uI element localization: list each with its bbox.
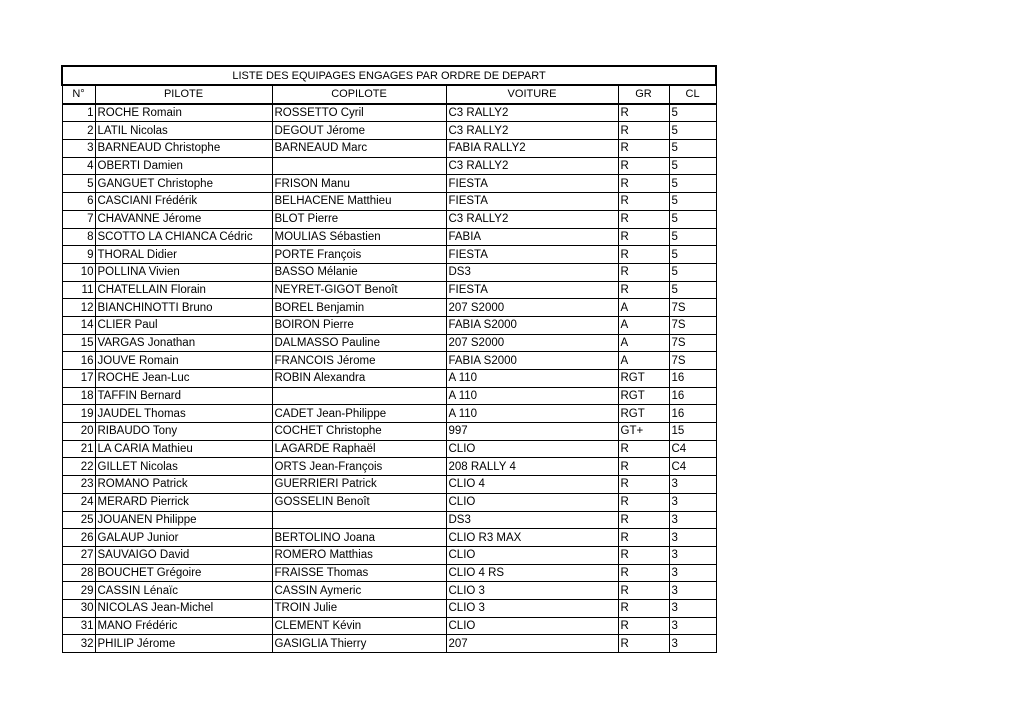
table-row [62, 370, 716, 388]
cell-pilote: BARNEAUD Christophe [95, 140, 272, 158]
table-row [62, 582, 716, 600]
cell-number: 11 [62, 281, 95, 299]
cell-pilote: MANO Frédéric [95, 617, 272, 635]
cell-voiture: DS3 [446, 263, 618, 281]
cell-gr: A [618, 299, 669, 317]
cell-gr: R [618, 599, 669, 617]
cell-copilote: MOULIAS Sébastien [272, 228, 446, 246]
cell-cl: 5 [669, 157, 716, 175]
cell-gr: R [618, 564, 669, 582]
cell-copilote: GASIGLIA Thierry [272, 635, 446, 653]
cell-number: 2 [62, 122, 95, 140]
cell-voiture: CLIO 3 [446, 599, 618, 617]
cell-gr: R [618, 193, 669, 211]
cell-number: 5 [62, 175, 95, 193]
cell-voiture: C3 RALLY2 [446, 157, 618, 175]
cell-copilote: FRANCOIS Jérome [272, 352, 446, 370]
table-body [62, 104, 716, 653]
cell-cl: 3 [669, 599, 716, 617]
cell-number: 14 [62, 316, 95, 334]
table-row [62, 193, 716, 211]
cell-voiture: FIESTA [446, 175, 618, 193]
cell-number: 24 [62, 493, 95, 511]
cell-gr: R [618, 617, 669, 635]
cell-number: 18 [62, 387, 95, 405]
cell-voiture: CLIO [446, 617, 618, 635]
cell-cl: 5 [669, 140, 716, 158]
cell-pilote: ROCHE Romain [95, 104, 272, 122]
cell-gr: R [618, 440, 669, 458]
cell-copilote: ROBIN Alexandra [272, 370, 446, 388]
table-row [62, 635, 716, 653]
cell-voiture: DS3 [446, 511, 618, 529]
cell-cl: 3 [669, 511, 716, 529]
cell-gr: RGT [618, 405, 669, 423]
cell-pilote: ROCHE Jean-Luc [95, 370, 272, 388]
cell-copilote: CADET Jean-Philippe [272, 405, 446, 423]
cell-gr: R [618, 546, 669, 564]
cell-gr: R [618, 529, 669, 547]
cell-cl: 5 [669, 228, 716, 246]
column-header-cl: CL [669, 85, 716, 104]
cell-copilote: FRISON Manu [272, 175, 446, 193]
cell-pilote: GALAUP Junior [95, 529, 272, 547]
cell-copilote [272, 511, 446, 529]
table-row [62, 599, 716, 617]
table-row [62, 175, 716, 193]
table-row [62, 476, 716, 494]
cell-number: 15 [62, 334, 95, 352]
cell-voiture: CLIO 4 RS [446, 564, 618, 582]
cell-pilote: CHATELLAIN Florain [95, 281, 272, 299]
cell-pilote: TAFFIN Bernard [95, 387, 272, 405]
cell-copilote: COCHET Christophe [272, 423, 446, 441]
cell-cl: 16 [669, 370, 716, 388]
table-row [62, 316, 716, 334]
cell-pilote: CLIER Paul [95, 316, 272, 334]
column-header-gr: GR [618, 85, 669, 104]
cell-voiture: A 110 [446, 370, 618, 388]
cell-pilote: CASCIANI Frédérik [95, 193, 272, 211]
cell-number: 16 [62, 352, 95, 370]
cell-gr: R [618, 263, 669, 281]
cell-number: 1 [62, 104, 95, 122]
cell-gr: R [618, 246, 669, 264]
cell-copilote [272, 387, 446, 405]
cell-voiture: CLIO [446, 440, 618, 458]
table-row [62, 546, 716, 564]
cell-number: 10 [62, 263, 95, 281]
cell-pilote: MERARD Pierrick [95, 493, 272, 511]
cell-cl: 3 [669, 582, 716, 600]
cell-voiture: C3 RALLY2 [446, 104, 618, 122]
table-row [62, 511, 716, 529]
cell-pilote: OBERTI Damien [95, 157, 272, 175]
cell-number: 19 [62, 405, 95, 423]
cell-cl: 16 [669, 405, 716, 423]
cell-number: 28 [62, 564, 95, 582]
cell-cl: 5 [669, 246, 716, 264]
cell-voiture: A 110 [446, 405, 618, 423]
cell-copilote: FRAISSE Thomas [272, 564, 446, 582]
table-row [62, 493, 716, 511]
cell-copilote [272, 157, 446, 175]
cell-cl: 7S [669, 316, 716, 334]
cell-voiture: A 110 [446, 387, 618, 405]
cell-copilote: CASSIN Aymeric [272, 582, 446, 600]
cell-cl: 5 [669, 175, 716, 193]
table-row [62, 423, 716, 441]
cell-gr: A [618, 316, 669, 334]
cell-cl: 16 [669, 387, 716, 405]
cell-cl: 3 [669, 529, 716, 547]
cell-voiture: FABIA S2000 [446, 316, 618, 334]
cell-voiture: CLIO [446, 546, 618, 564]
table-row [62, 387, 716, 405]
cell-gr: RGT [618, 387, 669, 405]
cell-cl: 15 [669, 423, 716, 441]
cell-voiture: CLIO R3 MAX [446, 529, 618, 547]
cell-pilote: NICOLAS Jean-Michel [95, 599, 272, 617]
cell-copilote: DEGOUT Jérome [272, 122, 446, 140]
cell-pilote: RIBAUDO Tony [95, 423, 272, 441]
cell-cl: 3 [669, 493, 716, 511]
cell-gr: R [618, 175, 669, 193]
cell-gr: R [618, 122, 669, 140]
cell-voiture: C3 RALLY2 [446, 122, 618, 140]
cell-pilote: JAUDEL Thomas [95, 405, 272, 423]
cell-gr: R [618, 281, 669, 299]
cell-number: 23 [62, 476, 95, 494]
cell-voiture: C3 RALLY2 [446, 210, 618, 228]
cell-number: 9 [62, 246, 95, 264]
cell-number: 12 [62, 299, 95, 317]
cell-pilote: THORAL Didier [95, 246, 272, 264]
cell-voiture: 207 [446, 635, 618, 653]
column-header-pilote: PILOTE [95, 85, 272, 104]
cell-pilote: JOUANEN Philippe [95, 511, 272, 529]
document-title: LISTE DES EQUIPAGES ENGAGES PAR ORDRE DE DEPART [62, 66, 716, 85]
cell-copilote: BOIRON Pierre [272, 316, 446, 334]
cell-number: 4 [62, 157, 95, 175]
cell-cl: 7S [669, 299, 716, 317]
cell-gr: R [618, 476, 669, 494]
cell-number: 31 [62, 617, 95, 635]
cell-gr: R [618, 228, 669, 246]
table-row [62, 405, 716, 423]
cell-copilote: DALMASSO Pauline [272, 334, 446, 352]
table-row [62, 617, 716, 635]
cell-gr: R [618, 635, 669, 653]
cell-gr: R [618, 493, 669, 511]
cell-number: 32 [62, 635, 95, 653]
cell-cl: C4 [669, 458, 716, 476]
cell-pilote: PHILIP Jérome [95, 635, 272, 653]
table-row [62, 352, 716, 370]
cell-cl: 3 [669, 476, 716, 494]
cell-gr: GT+ [618, 423, 669, 441]
table-row [62, 140, 716, 158]
cell-number: 8 [62, 228, 95, 246]
table-title-row [62, 66, 716, 85]
cell-copilote: GUERRIERI Patrick [272, 476, 446, 494]
cell-gr: RGT [618, 370, 669, 388]
table-row [62, 263, 716, 281]
cell-pilote: CASSIN Lénaïc [95, 582, 272, 600]
cell-number: 30 [62, 599, 95, 617]
cell-pilote: LATIL Nicolas [95, 122, 272, 140]
cell-gr: R [618, 210, 669, 228]
cell-pilote: LA CARIA Mathieu [95, 440, 272, 458]
cell-pilote: GANGUET Christophe [95, 175, 272, 193]
cell-number: 25 [62, 511, 95, 529]
cell-voiture: FABIA [446, 228, 618, 246]
cell-cl: 7S [669, 352, 716, 370]
cell-gr: R [618, 104, 669, 122]
cell-voiture: 208 RALLY 4 [446, 458, 618, 476]
cell-pilote: VARGAS Jonathan [95, 334, 272, 352]
table-header-row [62, 85, 716, 104]
table-row [62, 334, 716, 352]
cell-cl: C4 [669, 440, 716, 458]
table-row [62, 246, 716, 264]
table-row [62, 157, 716, 175]
cell-voiture: FABIA S2000 [446, 352, 618, 370]
cell-copilote: ORTS Jean-François [272, 458, 446, 476]
cell-copilote: BERTOLINO Joana [272, 529, 446, 547]
cell-cl: 3 [669, 546, 716, 564]
table-row [62, 299, 716, 317]
cell-voiture: FABIA RALLY2 [446, 140, 618, 158]
column-header-copilote: COPILOTE [272, 85, 446, 104]
cell-pilote: JOUVE Romain [95, 352, 272, 370]
cell-cl: 5 [669, 104, 716, 122]
cell-copilote: GOSSELIN Benoît [272, 493, 446, 511]
cell-voiture: CLIO 4 [446, 476, 618, 494]
cell-gr: R [618, 458, 669, 476]
cell-pilote: BOUCHET Grégoire [95, 564, 272, 582]
cell-cl: 5 [669, 263, 716, 281]
cell-pilote: CHAVANNE Jérome [95, 210, 272, 228]
cell-copilote: TROIN Julie [272, 599, 446, 617]
cell-number: 3 [62, 140, 95, 158]
cell-voiture: 997 [446, 423, 618, 441]
cell-cl: 3 [669, 617, 716, 635]
table-row [62, 564, 716, 582]
cell-pilote: BIANCHINOTTI Bruno [95, 299, 272, 317]
cell-cl: 3 [669, 635, 716, 653]
cell-copilote: ROSSETTO Cyril [272, 104, 446, 122]
entry-list-sheet [61, 65, 715, 653]
table-row [62, 440, 716, 458]
cell-gr: A [618, 334, 669, 352]
cell-cl: 3 [669, 564, 716, 582]
cell-copilote: ROMERO Matthias [272, 546, 446, 564]
table-row [62, 122, 716, 140]
cell-number: 7 [62, 210, 95, 228]
cell-voiture: FIESTA [446, 281, 618, 299]
cell-number: 20 [62, 423, 95, 441]
cell-pilote: SCOTTO LA CHIANCA Cédric [95, 228, 272, 246]
cell-number: 27 [62, 546, 95, 564]
cell-number: 6 [62, 193, 95, 211]
entry-list-table [61, 65, 717, 653]
cell-voiture: FIESTA [446, 193, 618, 211]
table-row [62, 210, 716, 228]
cell-copilote: BASSO Mélanie [272, 263, 446, 281]
column-header-voiture: VOITURE [446, 85, 618, 104]
cell-pilote: GILLET Nicolas [95, 458, 272, 476]
cell-number: 26 [62, 529, 95, 547]
cell-gr: R [618, 582, 669, 600]
cell-voiture: FIESTA [446, 246, 618, 264]
cell-pilote: ROMANO Patrick [95, 476, 272, 494]
cell-number: 21 [62, 440, 95, 458]
cell-number: 17 [62, 370, 95, 388]
cell-gr: R [618, 511, 669, 529]
table-row [62, 458, 716, 476]
cell-cl: 5 [669, 210, 716, 228]
cell-pilote: POLLINA Vivien [95, 263, 272, 281]
cell-copilote: CLEMENT Kévin [272, 617, 446, 635]
cell-gr: A [618, 352, 669, 370]
table-row [62, 228, 716, 246]
cell-voiture: 207 S2000 [446, 334, 618, 352]
cell-number: 29 [62, 582, 95, 600]
cell-copilote: NEYRET-GIGOT Benoît [272, 281, 446, 299]
table-row [62, 529, 716, 547]
cell-voiture: CLIO 3 [446, 582, 618, 600]
cell-cl: 5 [669, 193, 716, 211]
cell-copilote: BARNEAUD Marc [272, 140, 446, 158]
cell-pilote: SAUVAIGO David [95, 546, 272, 564]
cell-cl: 5 [669, 122, 716, 140]
cell-copilote: PORTE François [272, 246, 446, 264]
cell-copilote: LAGARDE Raphaël [272, 440, 446, 458]
cell-cl: 7S [669, 334, 716, 352]
cell-number: 22 [62, 458, 95, 476]
table-row [62, 104, 716, 122]
cell-copilote: BELHACENE Matthieu [272, 193, 446, 211]
cell-gr: R [618, 157, 669, 175]
cell-copilote: BLOT Pierre [272, 210, 446, 228]
cell-voiture: 207 S2000 [446, 299, 618, 317]
cell-cl: 5 [669, 281, 716, 299]
column-header-number: N° [62, 85, 95, 104]
cell-voiture: CLIO [446, 493, 618, 511]
cell-gr: R [618, 140, 669, 158]
table-row [62, 281, 716, 299]
cell-copilote: BOREL Benjamin [272, 299, 446, 317]
